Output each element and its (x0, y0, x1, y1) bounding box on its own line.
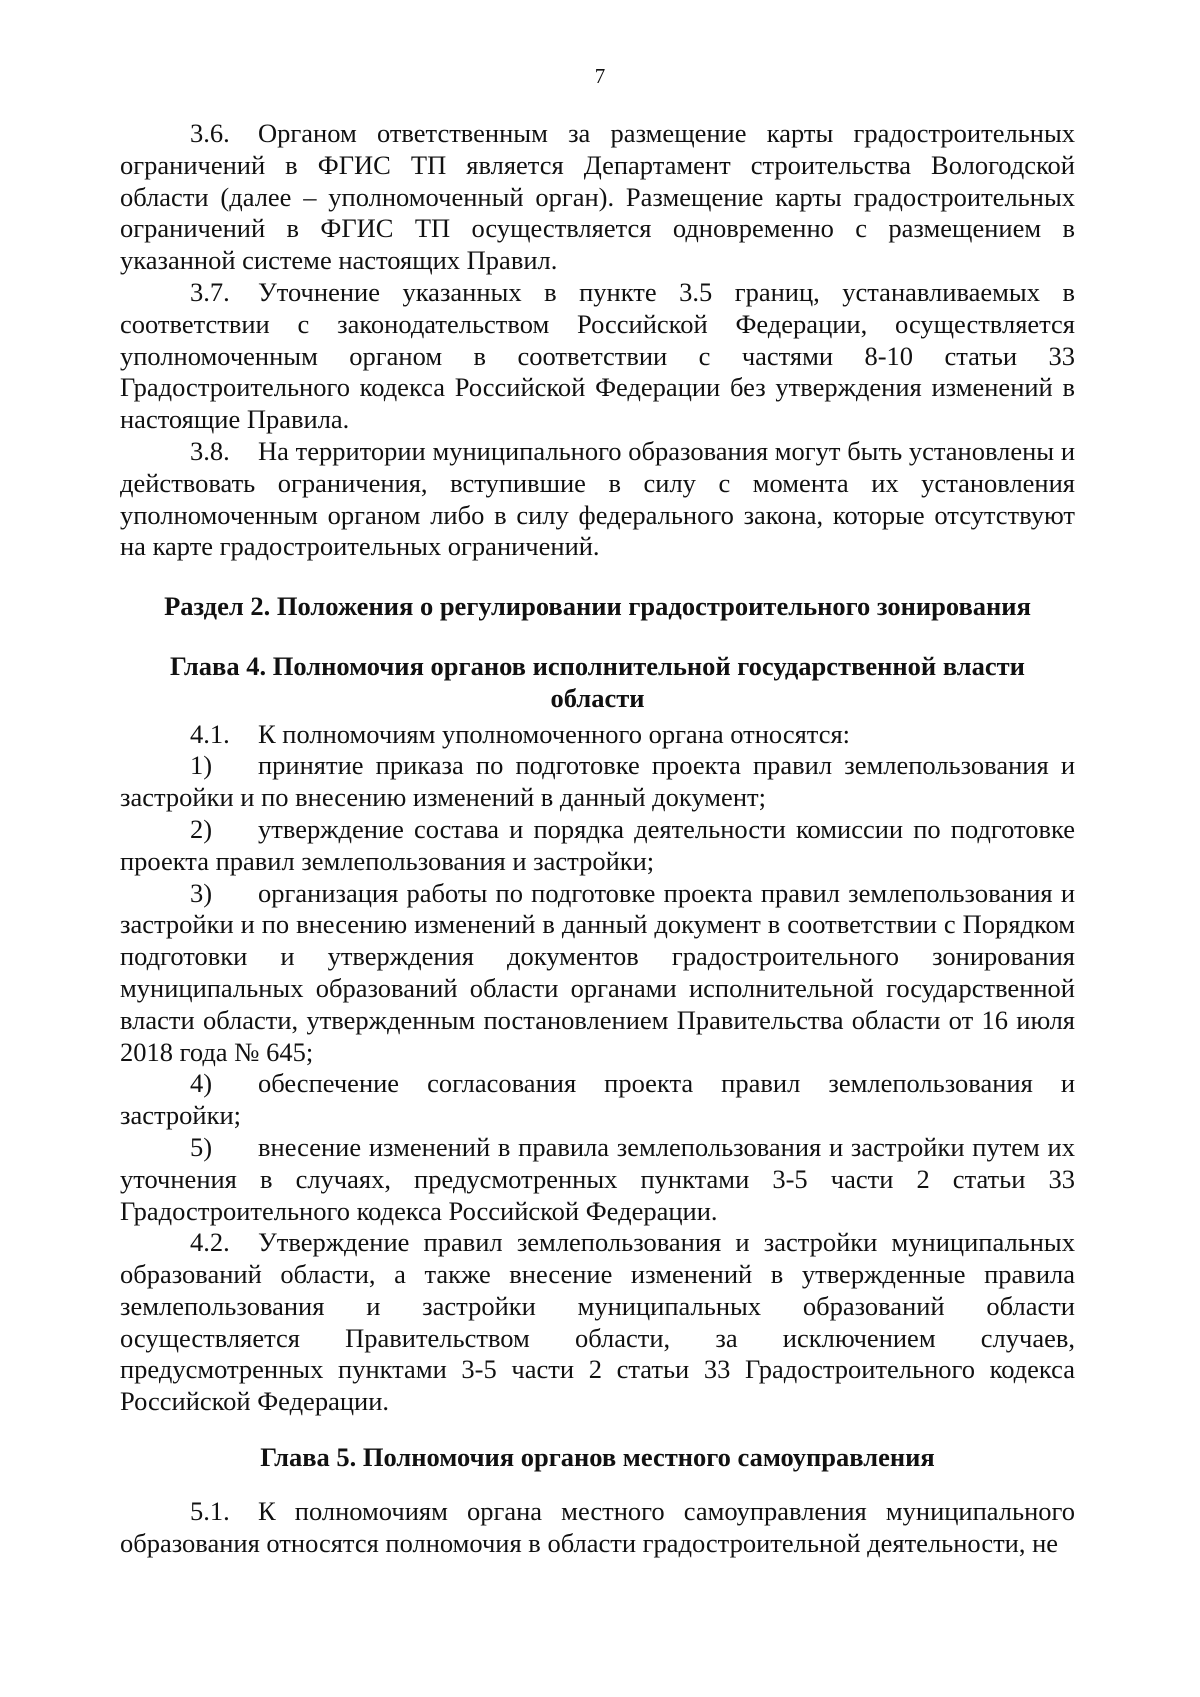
list-item-2 (120, 814, 1075, 878)
paragraph-3-7 (120, 277, 1075, 436)
clause-number: 5.1. (190, 1495, 230, 1526)
paragraph-4-2 (120, 1227, 1075, 1418)
paragraph-text: На территории муниципального образования могут быть установлены и действовать ограничения, вступившие в силу с момента их установления уполномоченным органом либо в силу федерального закона, которые отсутствуют на карте градостроительных ограничений. (120, 435, 1075, 562)
list-item-text: принятие приказа по подготовке проекта правил землепользования и застройки и по внесению изменений в данный документ; (120, 750, 1075, 813)
paragraph-5-1 (120, 1496, 1075, 1560)
section-heading: Раздел 2. Положения о регулировании градостроительного зонирования (164, 591, 1031, 622)
list-item-4 (120, 1068, 1075, 1132)
list-item-text: утверждение состава и порядка деятельности комиссии по подготовке проекта правил землепользования и застройки; (120, 813, 1075, 876)
clause-number: 3.7. (190, 276, 230, 307)
list-item-5 (120, 1132, 1075, 1227)
list-item-text: организация работы по подготовке проекта правил землепользования и застройки и по внесению изменений в данный документ в соответствии с Порядком подготовки и утверждения документов градостроительного зонирования муниципальных образований области органами исполнительной государственной власти области, утвержденным постановлением Правительства области от 16 июля 2018 года № 645; (120, 877, 1075, 1067)
clause-number: 3.6. (190, 118, 230, 148)
clause-number: 4.1. (190, 718, 230, 749)
chapter-heading-4: Глава 4. Полномочия органов исполнительной государственной власти области (170, 650, 1025, 713)
list-number: 2) (190, 813, 213, 844)
paragraph-text: К полномочиям уполномоченного органа относятся: (258, 718, 851, 749)
clause-number: 4.2. (190, 1227, 230, 1258)
paragraph-text: Утверждение правил землепользования и застройки муниципальных образований области, а также внесение изменений в утвержденные правила землепользования и застройки муниципальных образований области осуществляется Правительством области, за исключением случаев, предусмотренных пунктами 3-5 части 2 статьи 33 Градостроительного кодекса Российской Федерации. (120, 1227, 1075, 1417)
clause-number: 3.8. (190, 435, 230, 466)
list-number: 5) (190, 1131, 213, 1162)
paragraph-3-8 (120, 436, 1075, 563)
paragraph-text: Уточнение указанных в пункте 3.5 границ, устанавливаемых в соответствии с законодательством Российской Федерации, осуществляется уполномоченным органом в соответствии с частями 8-10 статьи 33 Градостроительного кодекса Российской Федерации без утверждения изменений в настоящие Правила. (120, 276, 1075, 435)
list-item-3 (120, 878, 1075, 1069)
list-number: 1) (190, 750, 213, 781)
paragraph-4-1 (120, 719, 1075, 751)
chapter-heading-5: Глава 5. Полномочия органов местного самоуправления (260, 1442, 935, 1473)
list-item-1 (120, 750, 1075, 814)
paragraph-3-6 (120, 118, 1075, 277)
paragraph-text: К полномочиям органа местного самоуправления муниципального образования относятся полномочия в области градостроительной деятельности, не (120, 1495, 1075, 1558)
list-item-text: внесение изменений в правила землепользования и застройки путем их уточнения в случаях, предусмотренных пунктами 3-5 части 2 статьи 33 Градостроительного кодекса Российской Федерации. (120, 1131, 1075, 1226)
document-body (120, 118, 1075, 1559)
page-number: 7 (594, 64, 606, 88)
list-item-text: обеспечение согласования проекта правил землепользования и застройки; (120, 1068, 1075, 1131)
list-number: 4) (190, 1068, 213, 1099)
list-number: 3) (190, 877, 213, 908)
paragraph-text: Органом ответственным за размещение карты градостроительных ограничений в ФГИС ТП является Департамент строительства Вологодской области (далее – уполномоченный орган). Размещение карты градостроительных ограничений в ФГИС ТП осуществляется одновременно с размещением в указанной системе настоящих Правил. (120, 118, 1075, 276)
